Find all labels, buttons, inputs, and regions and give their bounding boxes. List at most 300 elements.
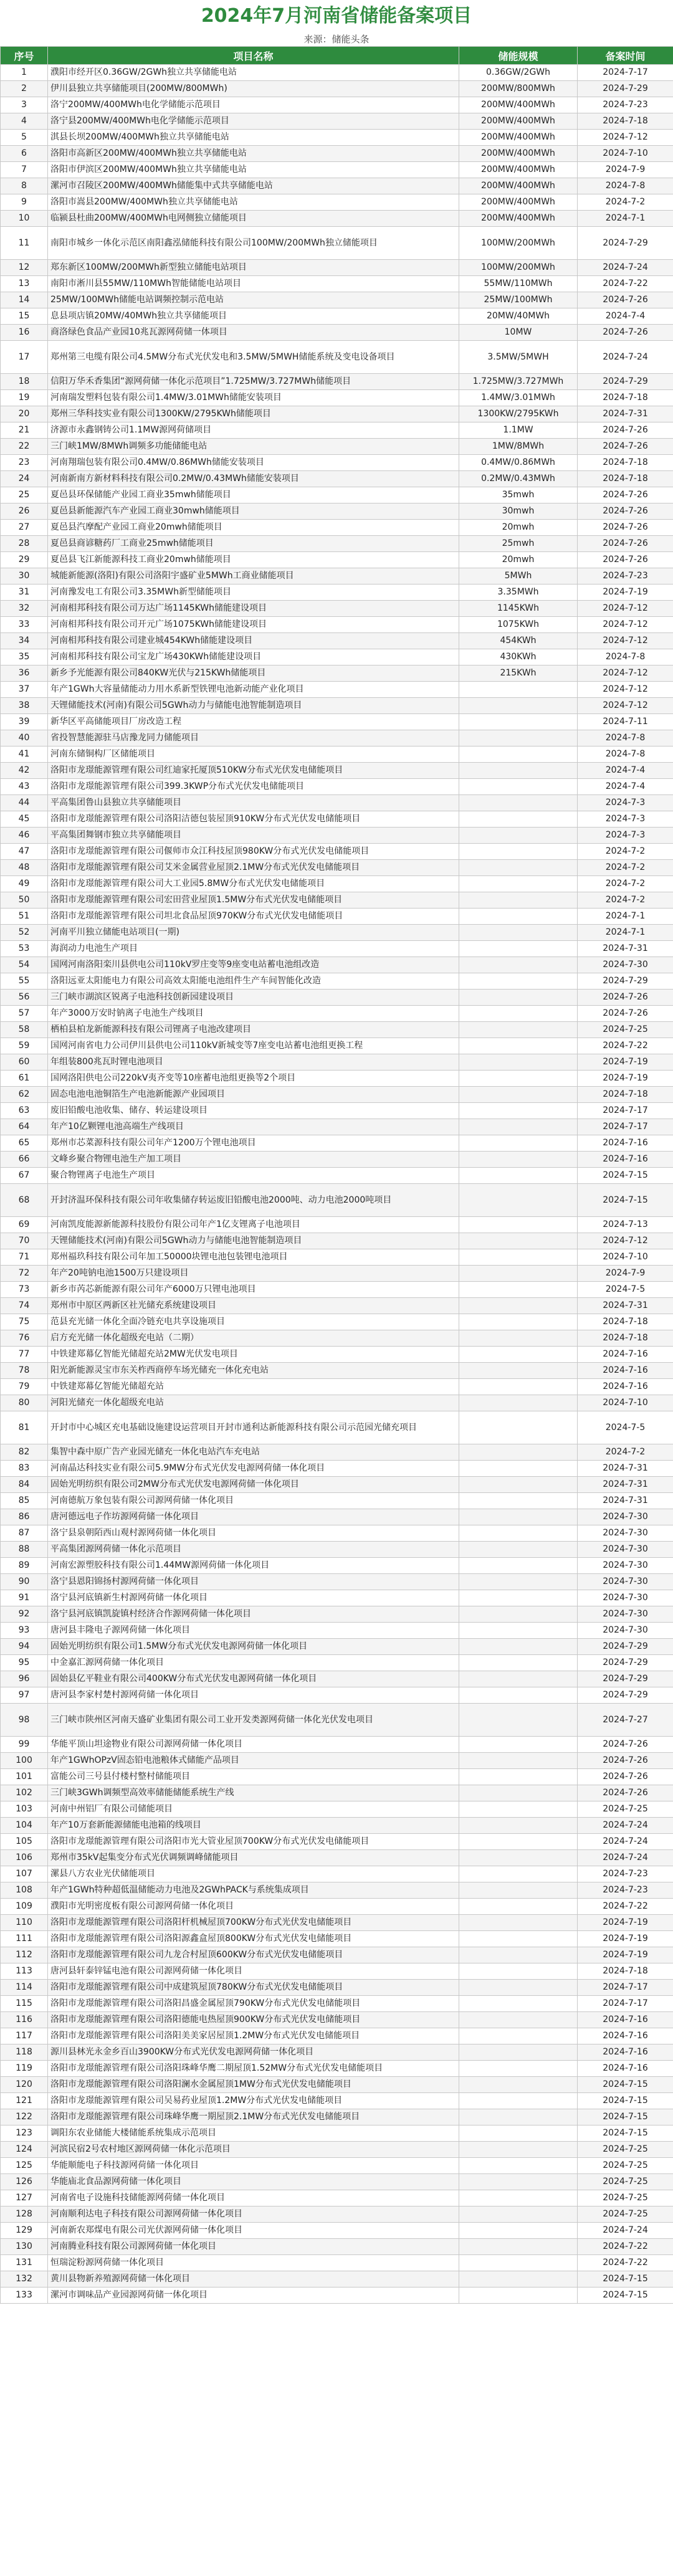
cell-no: 88 [1,1542,48,1558]
cell-project-name: 濮阳市经开区0.36GW/2GWh独立共享储能电站 [48,65,459,81]
cell-filing-date: 2024-7-26 [578,503,673,520]
cell-storage-scale [459,1249,578,1266]
cell-storage-scale [459,909,578,925]
table-row [1,1542,673,1558]
cell-filing-date: 2024-7-16 [578,1135,673,1152]
cell-no: 41 [1,747,48,763]
cell-storage-scale [459,1038,578,1054]
cell-no: 113 [1,1963,48,1980]
table-row [1,1103,673,1119]
cell-storage-scale [459,1623,578,1639]
cell-no: 38 [1,698,48,714]
cell-no: 59 [1,1038,48,1054]
cell-project-name: 年产1GWh特种超低温储能动力电池及2GWhPACK与系统集成项目 [48,1882,459,1899]
table-row [1,2093,673,2109]
cell-no: 31 [1,584,48,601]
cell-no: 22 [1,439,48,455]
cell-project-name: 河南顺利达电子科技有限公司源网荷储一体化项目 [48,2206,459,2223]
cell-project-name: 息县项店镇20MW/40MWh独立共享储能项目 [48,308,459,325]
cell-project-name: 郑州市芯菜源科技有限公司年产1200万个锂电池项目 [48,1135,459,1152]
cell-filing-date: 2024-7-30 [578,1623,673,1639]
cell-filing-date: 2024-7-25 [578,1801,673,1818]
cell-storage-scale: 1075KWh [459,617,578,633]
table-row [1,65,673,81]
table-row [1,1704,673,1737]
cell-storage-scale: 5MWh [459,568,578,584]
cell-project-name: 河阳光储充一体化超级充电站 [48,1395,459,1411]
cell-storage-scale [459,1152,578,1168]
cell-storage-scale [459,2287,578,2304]
cell-filing-date: 2024-7-4 [578,763,673,779]
cell-filing-date: 2024-7-18 [578,471,673,487]
cell-filing-date: 2024-7-12 [578,682,673,698]
cell-filing-date: 2024-7-19 [578,1054,673,1071]
cell-storage-scale [459,730,578,747]
cell-storage-scale: 3.5MW/5MWH [459,341,578,374]
cell-storage-scale [459,1282,578,1298]
table-row [1,146,673,162]
cell-project-name: 河南宏源塑胶科技有限公司1.44MW源网荷储一体化项目 [48,1558,459,1574]
cell-project-name: 河南相邦科技有限公司开元广场1075KWh储能建设项目 [48,617,459,633]
cell-no: 51 [1,909,48,925]
table-row [1,1006,673,1022]
cell-no: 1 [1,65,48,81]
cell-storage-scale: 200MW/400MWh [459,162,578,178]
cell-no: 57 [1,1006,48,1022]
cell-filing-date: 2024-7-3 [578,828,673,844]
cell-no: 70 [1,1233,48,1249]
cell-project-name: 栖柏县柏龙新能源科技有限公司锂离子电池改建项目 [48,1022,459,1038]
cell-no: 56 [1,990,48,1006]
cell-project-name: 洛阳市龙璟能源管理有限公司洛阳洁德包装屋顶910KW分布式光伏发电储能项目 [48,811,459,828]
cell-storage-scale [459,2239,578,2255]
cell-filing-date: 2024-7-12 [578,698,673,714]
table-row [1,714,673,730]
header-project-name: 项目名称 [48,47,459,65]
cell-no: 122 [1,2109,48,2125]
table-row [1,1687,673,1704]
cell-filing-date: 2024-7-25 [578,2158,673,2174]
cell-no: 9 [1,194,48,211]
cell-filing-date: 2024-7-31 [578,1477,673,1493]
cell-filing-date: 2024-7-26 [578,552,673,568]
cell-no: 80 [1,1395,48,1411]
table-row [1,1801,673,1818]
table-row [1,1119,673,1135]
cell-filing-date: 2024-7-18 [578,390,673,406]
cell-no: 43 [1,779,48,795]
cell-no: 28 [1,536,48,552]
cell-project-name: 固态电池电池铜箔生产电池新能源产业园项目 [48,1087,459,1103]
cell-project-name: 固始光明纺织有限公司2MW分布式光伏发电源网荷储一体化项目 [48,1477,459,1493]
table-row [1,1671,673,1687]
cell-project-name: 平高集团鲁山县独立共享储能项目 [48,795,459,811]
cell-filing-date: 2024-7-15 [578,1168,673,1184]
cell-storage-scale [459,1022,578,1038]
cell-project-name: 省投智慧能源驻马店豫龙同力储能项目 [48,730,459,747]
cell-storage-scale [459,973,578,990]
cell-no: 100 [1,1753,48,1769]
cell-no: 36 [1,665,48,682]
cell-no: 69 [1,1217,48,1233]
table-row [1,892,673,909]
cell-no: 86 [1,1509,48,1525]
table-row [1,130,673,146]
cell-filing-date: 2024-7-17 [578,1980,673,1996]
cell-storage-scale [459,1963,578,1980]
cell-filing-date: 2024-7-25 [578,1022,673,1038]
cell-no: 6 [1,146,48,162]
cell-storage-scale [459,2077,578,2093]
cell-project-name: 洛阳市龙璟能源管理有限公司宏田营业屋顶1.5MW分布式光伏发电储能项目 [48,892,459,909]
cell-storage-scale: 0.4MW/0.86MWh [459,455,578,471]
cell-filing-date: 2024-7-12 [578,665,673,682]
cell-project-name: 淇县长坝200MW/400MWh独立共享储能电站 [48,130,459,146]
cell-no: 44 [1,795,48,811]
cell-project-name: 国网河南洛阳栾川县供电公司110kV罗庄变等9座变电站蓄电池组改造 [48,957,459,973]
cell-filing-date: 2024-7-16 [578,2028,673,2044]
cell-project-name: 新乡予光能源有限公司840KW光伏与215KWh储能项目 [48,665,459,682]
cell-no: 7 [1,162,48,178]
cell-filing-date: 2024-7-24 [578,1834,673,1850]
cell-filing-date: 2024-7-10 [578,146,673,162]
cell-filing-date: 2024-7-1 [578,925,673,941]
cell-storage-scale [459,1493,578,1509]
cell-project-name: 废旧铅酸电池收集、储存、转运建设项目 [48,1103,459,1119]
table-row [1,1882,673,1899]
cell-storage-scale: 0.2MW/0.43MWh [459,471,578,487]
cell-filing-date: 2024-7-10 [578,1395,673,1411]
cell-storage-scale [459,698,578,714]
cell-storage-scale [459,1882,578,1899]
cell-filing-date: 2024-7-18 [578,1087,673,1103]
cell-project-name: 国网河南省电力公司伊川县供电公司110kV新城变等7座变电站蓄电池组更换工程 [48,1038,459,1054]
cell-no: 67 [1,1168,48,1184]
table-row [1,941,673,957]
table-row [1,439,673,455]
cell-filing-date: 2024-7-23 [578,568,673,584]
cell-storage-scale [459,844,578,860]
cell-no: 120 [1,2077,48,2093]
cell-filing-date: 2024-7-17 [578,1103,673,1119]
cell-project-name: 唐河县李家村楚村源网荷储一体化项目 [48,1687,459,1704]
cell-project-name: 华能顺能电子科技源网荷储一体化项目 [48,2158,459,2174]
table-row [1,1574,673,1590]
cell-no: 102 [1,1785,48,1801]
cell-storage-scale [459,2061,578,2077]
cell-filing-date: 2024-7-29 [578,1655,673,1671]
cell-filing-date: 2024-7-24 [578,1850,673,1866]
cell-filing-date: 2024-7-23 [578,97,673,113]
table-row [1,1963,673,1980]
cell-storage-scale [459,1330,578,1347]
table-row [1,1655,673,1671]
cell-filing-date: 2024-7-29 [578,81,673,97]
table-row [1,1525,673,1542]
cell-filing-date: 2024-7-15 [578,2271,673,2287]
cell-storage-scale [459,925,578,941]
cell-filing-date: 2024-7-2 [578,860,673,876]
cell-storage-scale [459,2190,578,2206]
table-row [1,763,673,779]
cell-project-name: 河南相邦科技有限公司万达广场1145KWh储能建设项目 [48,601,459,617]
cell-project-name: 河南瑞发塑料包装有限公司1.4MW/3.01MWh储能安装项目 [48,390,459,406]
cell-project-name: 阳光新能源灵宝市东关柞西商停车场光储充一体化充电站 [48,1363,459,1379]
cell-filing-date: 2024-7-31 [578,406,673,422]
cell-storage-scale: 200MW/400MWh [459,113,578,130]
table-row [1,1834,673,1850]
cell-no: 24 [1,471,48,487]
table-row [1,730,673,747]
cell-project-name: 源川县林光永金乡百山3900KW分布式光伏发电源网荷储一体化项目 [48,2044,459,2061]
cell-storage-scale [459,1980,578,1996]
cell-project-name: 恒瑞淀粉源网荷储一体化项目 [48,2255,459,2271]
cell-storage-scale: 20MW/40MWh [459,308,578,325]
table-row [1,747,673,763]
cell-project-name: 临颍县杜曲200MW/400MWh电网侧独立储能项目 [48,211,459,227]
cell-no: 17 [1,341,48,374]
cell-project-name: 夏邑县新能源汽车产业园工商业30mwh储能项目 [48,503,459,520]
cell-project-name: 三门峡市湖滨区锐离子电池科技创新园建设项目 [48,990,459,1006]
cell-storage-scale [459,714,578,730]
table-row [1,698,673,714]
cell-no: 105 [1,1834,48,1850]
table-row [1,194,673,211]
table-row [1,1996,673,2012]
cell-storage-scale [459,1996,578,2012]
cell-no: 83 [1,1461,48,1477]
cell-project-name: 商洛绿色食品产业园10兆瓦源网荷储一体项目 [48,325,459,341]
cell-no: 60 [1,1054,48,1071]
cell-project-name: 河南晶达科技实业有限公司5.9MW分布式光伏发电源网荷储一体化项目 [48,1461,459,1477]
cell-filing-date: 2024-7-4 [578,779,673,795]
cell-no: 2 [1,81,48,97]
table-row [1,844,673,860]
table-row [1,178,673,194]
cell-project-name: 洛阳市龙璟能源管理有限公司珠峰华鹰一期屋顶2.1MW分布式光伏发电储能项目 [48,2109,459,2125]
cell-no: 75 [1,1314,48,1330]
cell-project-name: 洛阳市龙璟能源管理有限公司洛阳市光大管业屋顶700KW分布式光伏发电储能项目 [48,1834,459,1850]
cell-no: 55 [1,973,48,990]
cell-no: 40 [1,730,48,747]
cell-filing-date: 2024-7-12 [578,617,673,633]
table-row [1,973,673,990]
cell-filing-date: 2024-7-19 [578,1931,673,1947]
cell-no: 54 [1,957,48,973]
cell-project-name: 河滨民宿2号农村地区源网荷储一体化示范项目 [48,2142,459,2158]
table-row [1,1038,673,1054]
cell-storage-scale [459,1217,578,1233]
cell-no: 32 [1,601,48,617]
cell-no: 101 [1,1769,48,1785]
cell-storage-scale: 25mwh [459,536,578,552]
table-row [1,1217,673,1233]
cell-storage-scale: 1300KW/2795KWh [459,406,578,422]
header-filing-date: 备案时间 [578,47,673,65]
cell-storage-scale [459,2255,578,2271]
cell-project-name: 平高集团源网荷储一体化示范项目 [48,1542,459,1558]
cell-filing-date: 2024-7-8 [578,730,673,747]
table-row [1,471,673,487]
table-row [1,617,673,633]
cell-project-name: 天锂储能技术(河南)有限公司5GWh动力与储能电池智能制造项目 [48,1233,459,1249]
cell-filing-date: 2024-7-31 [578,1493,673,1509]
cell-filing-date: 2024-7-22 [578,2239,673,2255]
cell-storage-scale: 35mwh [459,487,578,503]
table-row [1,81,673,97]
cell-no: 103 [1,1801,48,1818]
table-header-row [1,47,673,65]
table-row [1,1233,673,1249]
cell-no: 125 [1,2158,48,2174]
table-row [1,1769,673,1785]
cell-no: 116 [1,2012,48,2028]
cell-storage-scale [459,2206,578,2223]
cell-storage-scale [459,1168,578,1184]
cell-no: 45 [1,811,48,828]
cell-no: 124 [1,2142,48,2158]
cell-storage-scale [459,2125,578,2142]
cell-filing-date: 2024-7-30 [578,1606,673,1623]
cell-no: 58 [1,1022,48,1038]
cell-project-name: 河南新农郑煤电有限公司光伏源网荷储一体化项目 [48,2223,459,2239]
cell-no: 117 [1,2028,48,2044]
cell-project-name: 固始县亿平鞋业有限公司400KW分布式光伏发电源网荷储一体化项目 [48,1671,459,1687]
cell-no: 68 [1,1184,48,1217]
cell-filing-date: 2024-7-26 [578,422,673,439]
cell-filing-date: 2024-7-18 [578,113,673,130]
cell-storage-scale [459,1737,578,1753]
cell-no: 21 [1,422,48,439]
table-row [1,1363,673,1379]
cell-storage-scale [459,1525,578,1542]
cell-no: 108 [1,1882,48,1899]
table-row [1,2044,673,2061]
cell-filing-date: 2024-7-5 [578,1282,673,1298]
cell-filing-date: 2024-7-26 [578,439,673,455]
table-row [1,665,673,682]
table-row [1,1931,673,1947]
cell-project-name: 中铁建郑幕亿智能光储超充站 [48,1379,459,1395]
cell-storage-scale [459,1119,578,1135]
cell-filing-date: 2024-7-5 [578,1411,673,1444]
cell-no: 65 [1,1135,48,1152]
cell-project-name: 年产10万套新能源储能电池箱的线项目 [48,1818,459,1834]
cell-no: 48 [1,860,48,876]
cell-no: 126 [1,2174,48,2190]
cell-project-name: 唐河县轩泰锌锰电池有限公司源网荷储一体化项目 [48,1963,459,1980]
cell-project-name: 调阳东农业储能大楼储能系统集成示范项目 [48,2125,459,2142]
cell-project-name: 新乡市芮芯新能源有限公司年产6000万只锂电池项目 [48,1282,459,1298]
cell-filing-date: 2024-7-29 [578,374,673,390]
cell-no: 132 [1,2271,48,2287]
cell-storage-scale: 20mwh [459,552,578,568]
cell-project-name: 河南豫发电工有限公司3.35MWh新型储能项目 [48,584,459,601]
cell-no: 109 [1,1899,48,1915]
cell-storage-scale [459,2044,578,2061]
cell-no: 94 [1,1639,48,1655]
cell-no: 16 [1,325,48,341]
header-storage-scale: 储能规模 [459,47,578,65]
cell-no: 81 [1,1411,48,1444]
cell-storage-scale [459,1054,578,1071]
cell-storage-scale [459,1687,578,1704]
table-row [1,97,673,113]
table-row [1,1850,673,1866]
cell-filing-date: 2024-7-26 [578,1737,673,1753]
table-row [1,811,673,828]
cell-project-name: 集智中森中原广告产业园光储充一体化电站汽车充电站 [48,1444,459,1461]
cell-project-name: 河南相邦科技有限公司建业城454KWh储能建设项目 [48,633,459,649]
cell-storage-scale [459,1866,578,1882]
cell-storage-scale [459,1655,578,1671]
cell-project-name: 平高集团舞钢市独立共享储能项目 [48,828,459,844]
cell-filing-date: 2024-7-30 [578,1509,673,1525]
table-row [1,2012,673,2028]
table-row [1,1558,673,1574]
cell-filing-date: 2024-7-15 [578,2077,673,2093]
table-row [1,390,673,406]
table-row [1,211,673,227]
table-row [1,2190,673,2206]
cell-filing-date: 2024-7-1 [578,211,673,227]
table-row [1,1395,673,1411]
cell-project-name: 濮阳市光明密度板有限公司源网荷储一体化项目 [48,1899,459,1915]
table-row [1,1330,673,1347]
cell-no: 12 [1,260,48,276]
cell-project-name: 洛阳市嵩县200MW/400MWh独立共享储能电站 [48,194,459,211]
cell-no: 71 [1,1249,48,1266]
table-row [1,260,673,276]
cell-project-name: 洛阳市龙璟能源管理有限公司洛阳杆机械屋顶700KW分布式光伏发电储能项目 [48,1915,459,1931]
cell-storage-scale [459,1558,578,1574]
cell-filing-date: 2024-7-26 [578,990,673,1006]
header-no: 序号 [1,47,48,65]
cell-project-name: 洛阳市龙璟能源管理有限公司艾米金属营业屋顶2.1MW分布式光伏发电储能项目 [48,860,459,876]
table-row [1,422,673,439]
cell-no: 18 [1,374,48,390]
table-row [1,1282,673,1298]
cell-storage-scale [459,1801,578,1818]
cell-storage-scale: 200MW/400MWh [459,178,578,194]
cell-project-name: 启方充光储一体化超级充电站（二期） [48,1330,459,1347]
cell-filing-date: 2024-7-15 [578,2109,673,2125]
table-row [1,1152,673,1168]
cell-project-name: 国网洛阳供电公司220kV夷齐变等10座蓄电池组更换等2个项目 [48,1071,459,1087]
cell-storage-scale: 1.1MW [459,422,578,439]
table-row [1,406,673,422]
cell-filing-date: 2024-7-18 [578,1314,673,1330]
cell-filing-date: 2024-7-29 [578,1671,673,1687]
cell-no: 118 [1,2044,48,2061]
table-row [1,1054,673,1071]
cell-storage-scale: 100MW/200MWh [459,227,578,260]
table-row [1,325,673,341]
cell-storage-scale [459,990,578,1006]
table-row [1,1379,673,1395]
cell-project-name: 洛阳市龙璟能源管理有限公司坦北食品屋顶970KW分布式光伏发电储能项目 [48,909,459,925]
records-table [0,46,673,2304]
cell-filing-date: 2024-7-1 [578,909,673,925]
cell-storage-scale [459,1850,578,1866]
cell-no: 121 [1,2093,48,2109]
table-row [1,2223,673,2239]
cell-filing-date: 2024-7-16 [578,1152,673,1168]
cell-no: 128 [1,2206,48,2223]
cell-project-name: 漯河市调味品产业园源网荷储一体化项目 [48,2287,459,2304]
table-row [1,455,673,471]
cell-storage-scale [459,1395,578,1411]
